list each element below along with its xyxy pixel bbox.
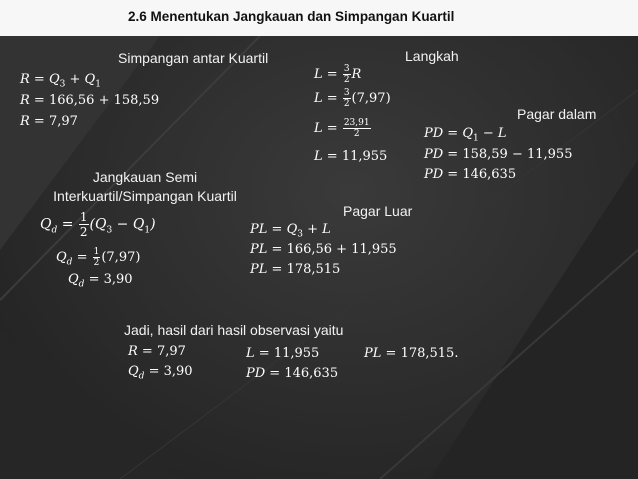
eq-pd-substitution: PD = 158,59 − 11,955 — [424, 147, 573, 162]
summary-pl: PL = 178,515. — [364, 346, 459, 361]
eq-pd-formula: PD = $Q_1 - L$ — [424, 126, 507, 144]
heading-langkah: Langkah — [405, 48, 459, 64]
heading-simpangan: Simpangan antar Kuartil — [118, 50, 269, 66]
summary-pd: PD = 146,635 — [246, 366, 339, 381]
eq-pd-result: PD = 146,635 — [424, 167, 517, 182]
summary-l: L = 11,955 — [246, 346, 320, 361]
eq-l-fraction: L = $\frac{23,91}{2}$ — [314, 118, 370, 139]
eq-pl-formula: PL = $Q_3 + L$ — [250, 222, 331, 240]
summary-qd: $Q_d = 3,90$ — [128, 364, 193, 382]
eq-pl-result: PL = 178,515 — [250, 262, 341, 277]
eq-qd-result: $Q_d = 3,90$ — [68, 272, 133, 290]
heading-jangkauan-semi: Jangkauan Semi Interkuartil/Simpangan Kuartil — [53, 169, 237, 204]
heading-pagar-dalam: Pagar dalam — [517, 106, 597, 122]
eq-l-formula: L = $\frac{3}{2}$ R — [314, 64, 362, 85]
eq-qd-substitution: $Q_d$ = $\frac{1}{2}$ (7,97) — [56, 247, 141, 268]
eq-l-result: L = 11,955 — [314, 149, 388, 164]
eq-r-substitution: R = 166,56 + 158,59 — [20, 93, 160, 108]
eq-l-substitution: L = $\frac{3}{2}$ (7,97) — [314, 88, 391, 109]
heading-kesimpulan: Jadi, hasil dari hasil observasi yaitu — [124, 322, 344, 338]
heading-pagar-luar: Pagar Luar — [343, 203, 413, 219]
summary-r: R = 7,97 — [128, 344, 186, 359]
eq-qd-formula: $Q_d$ = $\frac{1}{2}$ $(Q_3 - Q_1)$ — [40, 210, 156, 239]
eq-r-result: R = 7,97 — [20, 114, 78, 129]
slide-title: 2.6 Menentukan Jangkauan dan Simpangan Kuartil — [128, 9, 455, 24]
eq-r-formula: $R = Q_3 + Q_1$ — [20, 72, 101, 90]
eq-pl-substitution: PL = 166,56 + 11,955 — [250, 242, 397, 257]
